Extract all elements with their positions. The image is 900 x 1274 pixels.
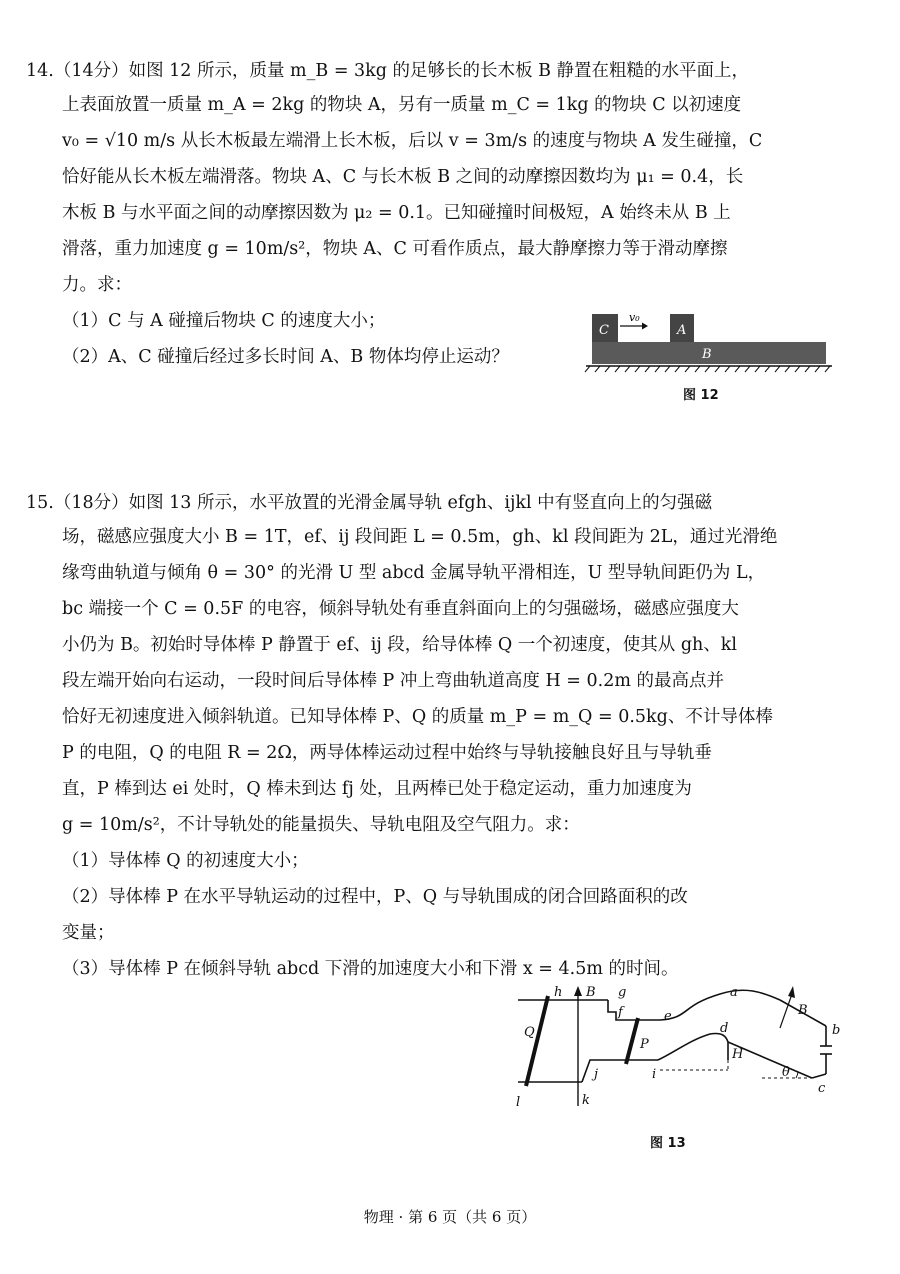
q14-line-6: 滑落，重力加速度 g = 10m/s²，物块 A、C 可看作质点，最大静摩擦力等于滑动摩擦 (62, 239, 728, 259)
field-arrow-left (574, 986, 582, 996)
label-theta: θ (782, 1065, 790, 1080)
board-b-label: B (702, 347, 712, 362)
q15-line-8: P 的电阻，Q 的电阻 R = 2Ω，两导体棒运动过程中始终与导轨接触良好且与导轨垂 (62, 743, 712, 763)
curve-lower (658, 1033, 728, 1060)
label-b: b (832, 1023, 841, 1038)
q14-line-3: v₀ = √10 m/s 从长木板最左端滑上长木板，后以 v = 3m/s 的速度与物块 A 发生碰撞，C (62, 131, 763, 151)
ground-hatching (585, 366, 830, 372)
q15-line-1: 15.（18分）如图 13 所示，水平放置的光滑金属导轨 efgh、ijkl 中有竖直向上的匀强磁 (26, 493, 713, 513)
q15-subq-2-cont: 变量； (62, 923, 115, 943)
q14-subq-1: （1）C 与 A 碰撞后物块 C 的速度大小； (62, 311, 386, 331)
block-a-label: A (677, 323, 687, 338)
label-d: d (720, 1021, 729, 1036)
q14-line-1: 14.（14分）如图 12 所示，质量 m_B = 3kg 的足够长的长木板 B 静置在粗糙的水平面上， (26, 61, 750, 81)
figure-12 (584, 308, 834, 378)
field-arrow-right (788, 986, 795, 998)
q14-subq-2: （2）A、C 碰撞后经过多长时间 A、B 物体均停止运动？ (62, 347, 509, 367)
q15-line-6: 段左端开始向右运动，一段时间后导体棒 P 冲上弯曲轨道高度 H = 0.2m 的最高点并 (62, 671, 724, 691)
q15-line-2: 场，磁感应强度大小 B = 1T，ef、ij 段间距 L = 0.5m，gh、kl 段间距为 2L，通过光滑绝 (62, 527, 778, 547)
figure-13 (500, 982, 850, 1112)
curve-upper (660, 990, 780, 1020)
page-footer: 物理 · 第 6 页（共 6 页） (363, 1208, 537, 1226)
field-line-right (780, 994, 792, 1028)
label-c: c (818, 1081, 826, 1096)
capacitor-wire-c (812, 1074, 826, 1078)
label-h: h (554, 985, 563, 1000)
block-c-label: C (599, 323, 609, 338)
figure-13-caption: 图 13 (650, 1136, 686, 1151)
label-p: P (640, 1037, 649, 1052)
q15-subq-1: （1）导体棒 Q 的初速度大小； (62, 851, 309, 871)
q15-line-10: g = 10m/s²，不计导轨处的能量损失、导轨电阻及空气阻力。求： (62, 815, 580, 835)
q15-subq-2: （2）导体棒 P 在水平导轨运动的过程中，P、Q 与导轨围成的闭合回路面积的改 (62, 887, 688, 907)
v0-label: v₀ (629, 311, 640, 324)
label-height: H (732, 1047, 744, 1062)
q15-line-7: 恰好无初速度进入倾斜轨道。已知导体棒 P、Q 的质量 m_P = m_Q = 0.5kg、不计导体棒 (62, 707, 773, 727)
label-e: e (664, 1009, 672, 1024)
q14-line-2: 上表面放置一质量 m_A = 2kg 的物块 A，另有一质量 m_C = 1kg 的物块 C 以初速度 (62, 95, 742, 115)
q15-line-5: 小仍为 B。初始时导体棒 P 静置于 ef、ij 段，给导体棒 Q 一个初速度，使其从 gh、kl (62, 635, 738, 655)
q14-line-7: 力。求： (62, 275, 132, 295)
label-l: l (516, 1095, 521, 1110)
label-k: k (582, 1093, 590, 1108)
label-g: g (618, 985, 627, 1000)
label-q: Q (524, 1025, 535, 1040)
label-a: a (730, 985, 738, 1000)
q15-subq-3: （3）导体棒 P 在倾斜导轨 abcd 下滑的加速度大小和下滑 x = 4.5m 的时间。 (62, 959, 679, 979)
figure-12-caption: 图 12 (683, 388, 719, 403)
q15-line-4: bc 端接一个 C = 0.5F 的电容，倾斜导轨处有垂直斜面向上的匀强磁场，磁感应强度大 (62, 599, 739, 619)
label-i: i (652, 1067, 657, 1082)
q14-line-4: 恰好能从长木板左端滑落。物块 A、C 与长木板 B 之间的动摩擦因数均为 μ₁ = 0.4，长 (62, 167, 744, 187)
q14-line-5: 木板 B 与水平面之间的动摩擦因数为 μ₂ = 0.1。已知碰撞时间极短，A 始终未从 B 上 (62, 203, 731, 223)
label-b-left: B (586, 985, 596, 1000)
label-b-right: B (798, 1003, 808, 1018)
label-j: j (594, 1067, 599, 1082)
label-f: f (618, 1005, 623, 1020)
rod-p (626, 1018, 638, 1064)
angle-arc (796, 1072, 798, 1078)
velocity-arrowhead (642, 323, 648, 330)
q15-line-9: 直，P 棒到达 ei 处时，Q 棒未到达 fj 处，且两棒已处于稳定运动，重力加速度为 (62, 779, 692, 799)
q15-line-3: 缘弯曲轨道与倾角 θ = 30° 的光滑 U 型 abcd 金属导轨平滑相连，U 型导轨间距仍为 L， (62, 563, 766, 583)
rod-q (526, 996, 548, 1086)
